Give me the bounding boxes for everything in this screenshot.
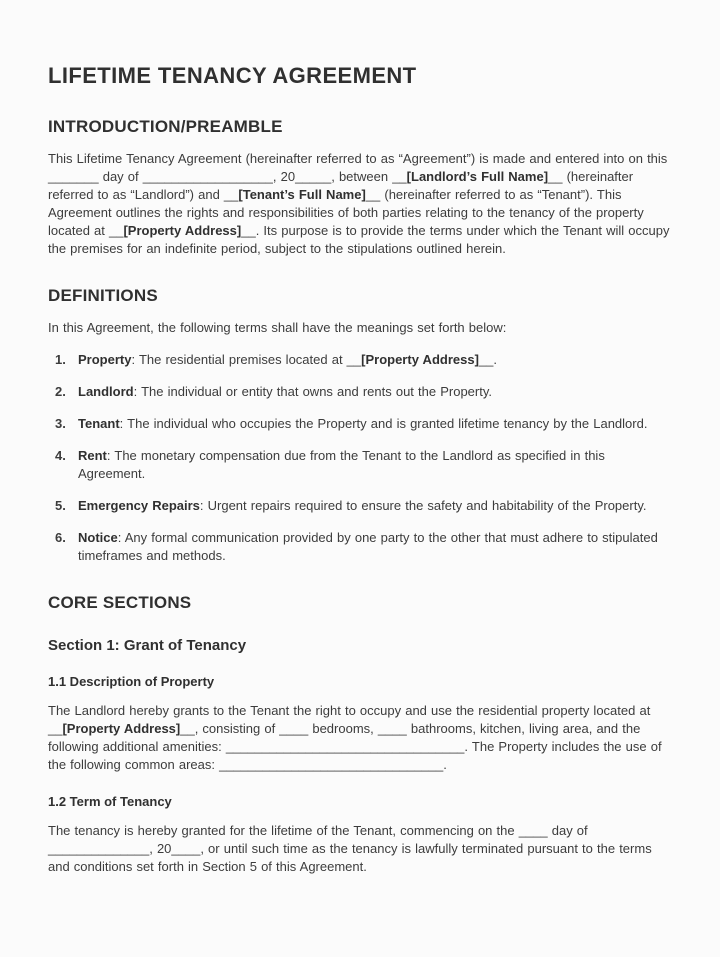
- section-heading-core: CORE SECTIONS: [48, 593, 192, 612]
- definition-item-emergency-repairs: [48, 497, 672, 515]
- subsection-1-2-heading: 1.2 Term of Tenancy: [48, 794, 172, 809]
- definition-number: 1.: [55, 352, 66, 367]
- property-description-paragraph: The Landlord hereby grants to the Tenant the right to occupy and use the residential property located at __[Property Address]__, consisting of ____ bedrooms, ____ bathrooms, kitchen, living area, and the following additional amenities: _________________________________. The Property includes the use of the following common areas: _______________________________.: [48, 703, 662, 772]
- definition-text: Property: The residential premises located at __[Property Address]__.: [78, 352, 497, 367]
- definition-text: Tenant: The individual who occupies the Property and is granted lifetime tenancy by the Landlord.: [78, 416, 648, 431]
- page-title: LIFETIME TENANCY AGREEMENT: [48, 63, 417, 88]
- term-of-tenancy-paragraph: The tenancy is hereby granted for the lifetime of the Tenant, commencing on the ____ day of ______________, 20____, or until such time as the tenancy is lawfully terminated pursuant to the terms and conditions set forth in Section 5 of this Agreement.: [48, 823, 652, 874]
- definition-text: Landlord: The individual or entity that owns and rents out the Property.: [78, 384, 492, 399]
- definition-number: 2.: [55, 384, 66, 399]
- definition-text: Rent: The monetary compensation due from the Tenant to the Landlord as specified in this Agreement.: [78, 448, 605, 481]
- definition-number: 6.: [55, 530, 66, 545]
- definitions-intro: In this Agreement, the following terms shall have the meanings set forth below:: [48, 320, 507, 335]
- definition-item-landlord: [48, 383, 672, 401]
- definition-item-tenant: [48, 415, 672, 433]
- definition-item-rent: [48, 447, 672, 483]
- section-heading-preamble: INTRODUCTION/PREAMBLE: [48, 117, 283, 136]
- definition-item-property: [48, 351, 672, 369]
- definition-item-notice: [48, 529, 672, 565]
- subsection-1-1-heading: 1.1 Description of Property: [48, 674, 215, 689]
- definition-number: 4.: [55, 448, 66, 463]
- definition-text: Notice: Any formal communication provided by one party to the other that must adhere to stipulated timeframes and methods.: [78, 530, 658, 563]
- definition-number: 5.: [55, 498, 66, 513]
- preamble-paragraph: This Lifetime Tenancy Agreement (hereinafter referred to as “Agreement”) is made and entered into on this _______ day of __________________, 20_____, between __[Landlord’s Full Name]__ (hereinafter referred to as “Landlord”) and __[Tenant’s Full Name]__ (hereinafter referred to as “Tenant”). This Agreement outlines the rights and responsibilities of both parties relating to the tenancy of the property located at __[Property Address]__. Its purpose is to provide the terms under which the Tenant will occupy the premises for an indefinite period, subject to the stipulations outlined herein.: [48, 151, 670, 256]
- definition-text: Emergency Repairs: Urgent repairs required to ensure the safety and habitability of the Property.: [78, 498, 647, 513]
- definitions-list: [48, 351, 672, 565]
- definition-number: 3.: [55, 416, 66, 431]
- section-heading-definitions: DEFINITIONS: [48, 286, 158, 305]
- section1-heading: Section 1: Grant of Tenancy: [48, 637, 247, 654]
